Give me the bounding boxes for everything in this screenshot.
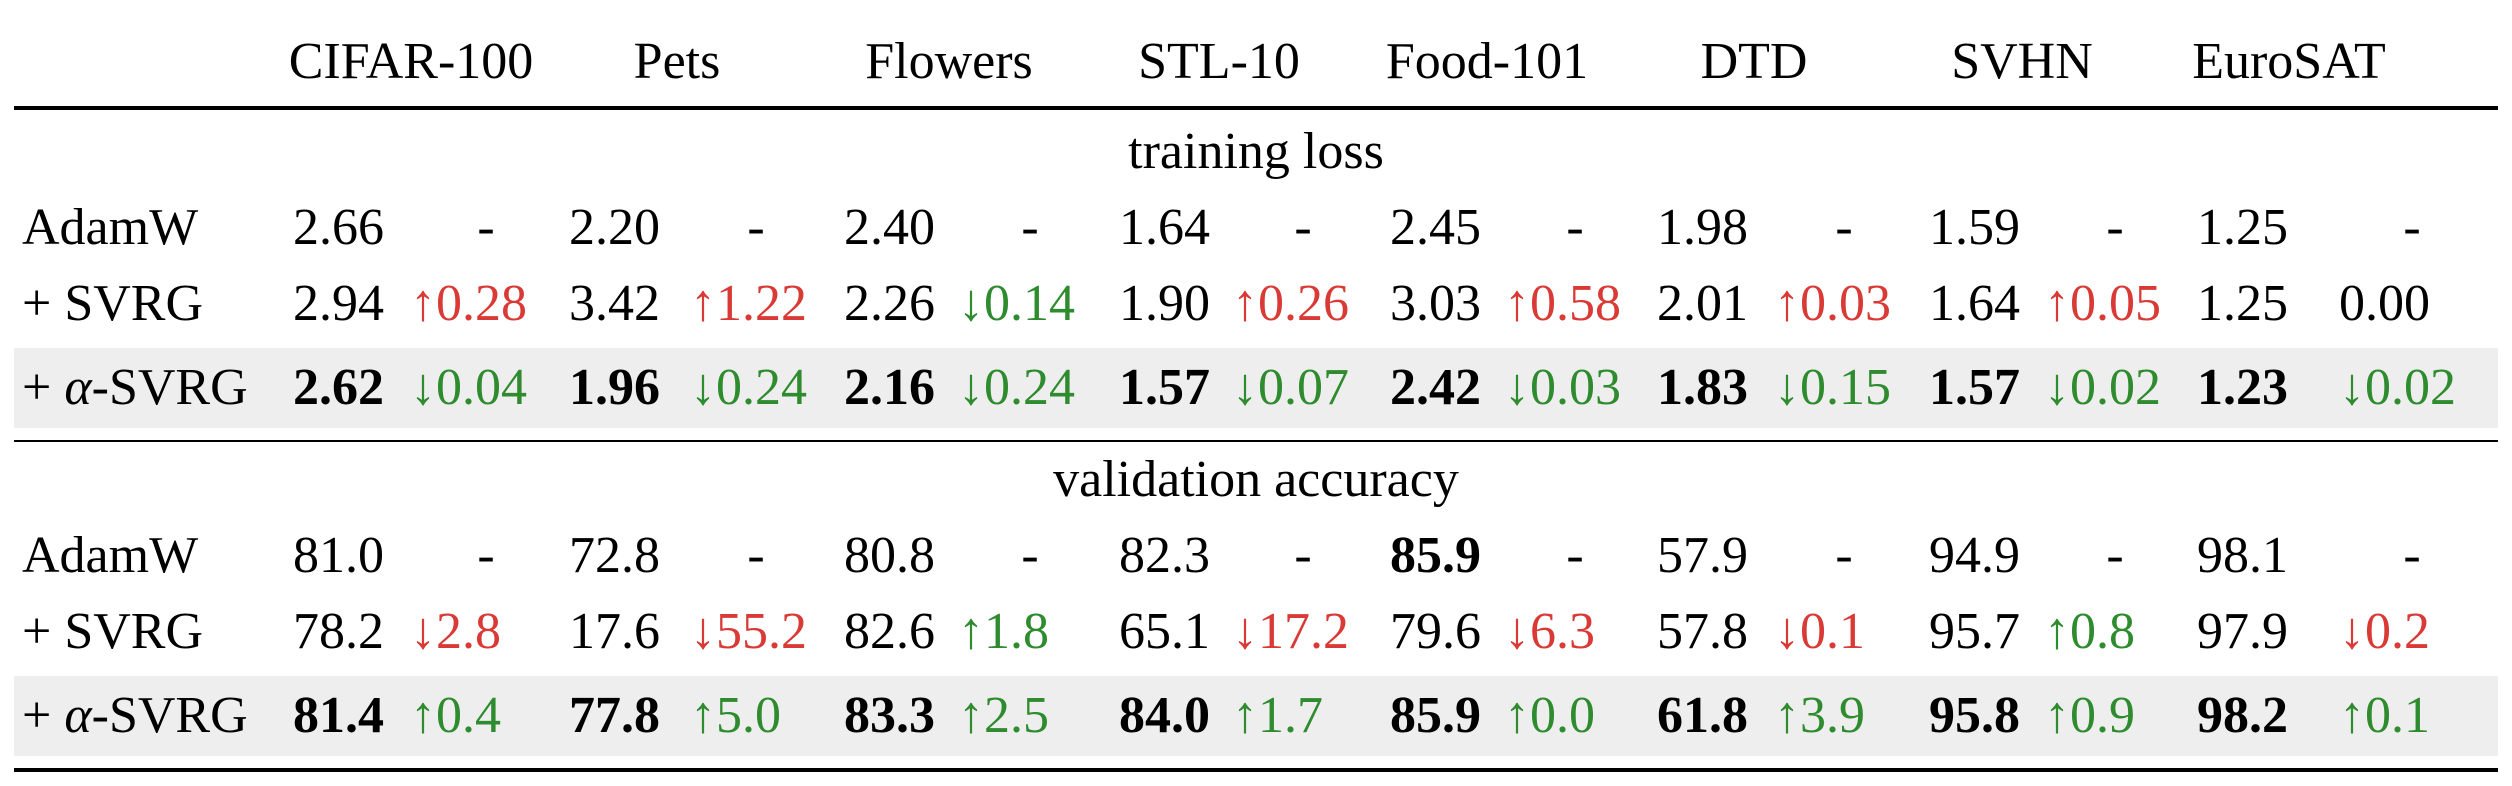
- column-header: STL-10: [1138, 33, 1300, 90]
- cell-value: 2.16: [844, 359, 935, 416]
- cell-delta: ↓6.3: [1504, 603, 1595, 660]
- cell-value: 2.66: [293, 199, 384, 256]
- cell-value: 1.98: [1657, 199, 1748, 256]
- row-label: + SVRG: [22, 275, 204, 332]
- cell-value: 78.2: [293, 603, 384, 660]
- column-header: Flowers: [865, 33, 1033, 90]
- table-row: [14, 676, 2498, 756]
- cell-delta: ↑1.7: [1232, 687, 1323, 744]
- cell-value: 1.23: [2197, 359, 2288, 416]
- column-header: EuroSAT: [2192, 33, 2386, 90]
- cell-value: 1.96: [569, 359, 660, 416]
- cell-value: 2.45: [1390, 199, 1481, 256]
- cell-delta: -: [747, 527, 765, 584]
- cell-value: 77.8: [569, 687, 660, 744]
- cell-delta: ↓17.2: [1232, 603, 1349, 660]
- cell-value: 1.25: [2197, 199, 2288, 256]
- cell-value: 2.20: [569, 199, 660, 256]
- alpha-symbol: α: [64, 359, 92, 416]
- cell-value: 17.6: [569, 603, 660, 660]
- cell-value: 1.90: [1119, 275, 1210, 332]
- cell-value: 1.25: [2197, 275, 2288, 332]
- column-header: Pets: [633, 33, 721, 90]
- cell-delta: ↓0.14: [958, 275, 1075, 332]
- cell-delta: ↑0.9: [2044, 687, 2135, 744]
- cell-delta: ↓0.24: [690, 359, 807, 416]
- row-label: + SVRG: [22, 603, 204, 660]
- cell-value: 1.64: [1929, 275, 2020, 332]
- cell-delta: ↑0.05: [2044, 275, 2161, 332]
- cell-value: 98.1: [2197, 527, 2288, 584]
- cell-delta: ↑0.26: [1232, 275, 1349, 332]
- section-title-validation-accuracy: validation accuracy: [1053, 451, 1459, 508]
- column-header: DTD: [1700, 33, 1808, 90]
- cell-delta: ↓0.04: [410, 359, 527, 416]
- header-row: [14, 22, 2498, 102]
- cell-delta: -: [1294, 199, 1312, 256]
- cell-delta: ↑0.1: [2339, 687, 2430, 744]
- cell-value: 81.0: [293, 527, 384, 584]
- cell-value: 1.57: [1929, 359, 2020, 416]
- cell-delta: ↓0.1: [1774, 603, 1865, 660]
- row-label: [22, 676, 248, 756]
- alpha-symbol: α: [64, 687, 92, 744]
- cell-delta: ↑3.9: [1774, 687, 1865, 744]
- cell-delta: -: [2403, 527, 2421, 584]
- cell-value: 94.9: [1929, 527, 2020, 584]
- cell-delta: ↑0.8: [2044, 603, 2135, 660]
- cell-value: 85.9: [1390, 527, 1481, 584]
- cell-delta: ↑0.0: [1504, 687, 1595, 744]
- table-row: [14, 188, 2498, 268]
- cell-delta: ↑1.22: [690, 275, 807, 332]
- cell-value: 1.57: [1119, 359, 1210, 416]
- cell-delta: ↑5.0: [690, 687, 781, 744]
- cell-value: 3.42: [569, 275, 660, 332]
- cell-delta: ↓0.02: [2339, 359, 2456, 416]
- bottom-rule: [14, 768, 2498, 772]
- cell-delta: -: [1021, 527, 1039, 584]
- cell-delta: ↓0.03: [1504, 359, 1621, 416]
- row-label-prefix: +: [22, 687, 65, 744]
- cell-value: 80.8: [844, 527, 935, 584]
- cell-value: 57.9: [1657, 527, 1748, 584]
- cell-value: 61.8: [1657, 687, 1748, 744]
- cell-delta: ↑0.28: [410, 275, 527, 332]
- cell-delta: ↑1.8: [958, 603, 1049, 660]
- section-title-training-loss: training loss: [1128, 123, 1384, 180]
- cell-delta: ↓0.02: [2044, 359, 2161, 416]
- cell-delta: -: [1566, 527, 1584, 584]
- cell-delta: -: [747, 199, 765, 256]
- top-rule: [14, 106, 2498, 110]
- table-row: [14, 348, 2498, 428]
- cell-delta: -: [1021, 199, 1039, 256]
- cell-value: 1.59: [1929, 199, 2020, 256]
- cell-delta: -: [1566, 199, 1584, 256]
- cell-value: 79.6: [1390, 603, 1481, 660]
- cell-delta: -: [1294, 527, 1312, 584]
- cell-delta: ↑0.03: [1774, 275, 1891, 332]
- cell-delta: ↓0.24: [958, 359, 1075, 416]
- cell-value: 98.2: [2197, 687, 2288, 744]
- cell-delta: -: [477, 527, 495, 584]
- cell-delta: 0.00: [2339, 275, 2430, 332]
- row-label-prefix: +: [22, 359, 65, 416]
- cell-value: 1.64: [1119, 199, 1210, 256]
- cell-value: 84.0: [1119, 687, 1210, 744]
- row-label: AdamW: [22, 527, 199, 584]
- cell-value: 2.01: [1657, 275, 1748, 332]
- cell-delta: -: [1835, 527, 1853, 584]
- cell-delta: -: [2106, 199, 2124, 256]
- cell-value: 82.6: [844, 603, 935, 660]
- row-label: [22, 348, 248, 428]
- column-header: CIFAR-100: [288, 33, 534, 90]
- cell-delta: -: [1835, 199, 1853, 256]
- cell-value: 57.8: [1657, 603, 1748, 660]
- cell-value: 97.9: [2197, 603, 2288, 660]
- cell-delta: -: [2106, 527, 2124, 584]
- cell-delta: ↑0.4: [410, 687, 501, 744]
- cell-delta: ↑0.58: [1504, 275, 1621, 332]
- cell-value: 2.26: [844, 275, 935, 332]
- cell-delta: ↓55.2: [690, 603, 807, 660]
- row-label-suffix: -SVRG: [91, 359, 248, 416]
- cell-delta: ↓0.07: [1232, 359, 1349, 416]
- cell-delta: -: [477, 199, 495, 256]
- table-row: [14, 516, 2498, 596]
- cell-value: 81.4: [293, 687, 384, 744]
- cell-value: 2.40: [844, 199, 935, 256]
- cell-delta: ↑2.5: [958, 687, 1049, 744]
- cell-value: 1.83: [1657, 359, 1748, 416]
- cell-value: 2.62: [293, 359, 384, 416]
- cell-value: 95.8: [1929, 687, 2020, 744]
- row-label: AdamW: [22, 199, 199, 256]
- cell-value: 2.42: [1390, 359, 1481, 416]
- cell-value: 85.9: [1390, 687, 1481, 744]
- table-row: [14, 264, 2498, 344]
- cell-value: 2.94: [293, 275, 384, 332]
- cell-value: 3.03: [1390, 275, 1481, 332]
- cell-delta: ↓0.2: [2339, 603, 2430, 660]
- cell-value: 83.3: [844, 687, 935, 744]
- row-label-suffix: -SVRG: [91, 687, 248, 744]
- cell-value: 95.7: [1929, 603, 2020, 660]
- cell-value: 82.3: [1119, 527, 1210, 584]
- cell-value: 65.1: [1119, 603, 1210, 660]
- cell-delta: ↓2.8: [410, 603, 501, 660]
- cell-value: 72.8: [569, 527, 660, 584]
- column-header: SVHN: [1951, 33, 2093, 90]
- cell-delta: -: [2403, 199, 2421, 256]
- cell-delta: ↓0.15: [1774, 359, 1891, 416]
- column-header: Food-101: [1385, 33, 1589, 90]
- table-row: [14, 592, 2498, 672]
